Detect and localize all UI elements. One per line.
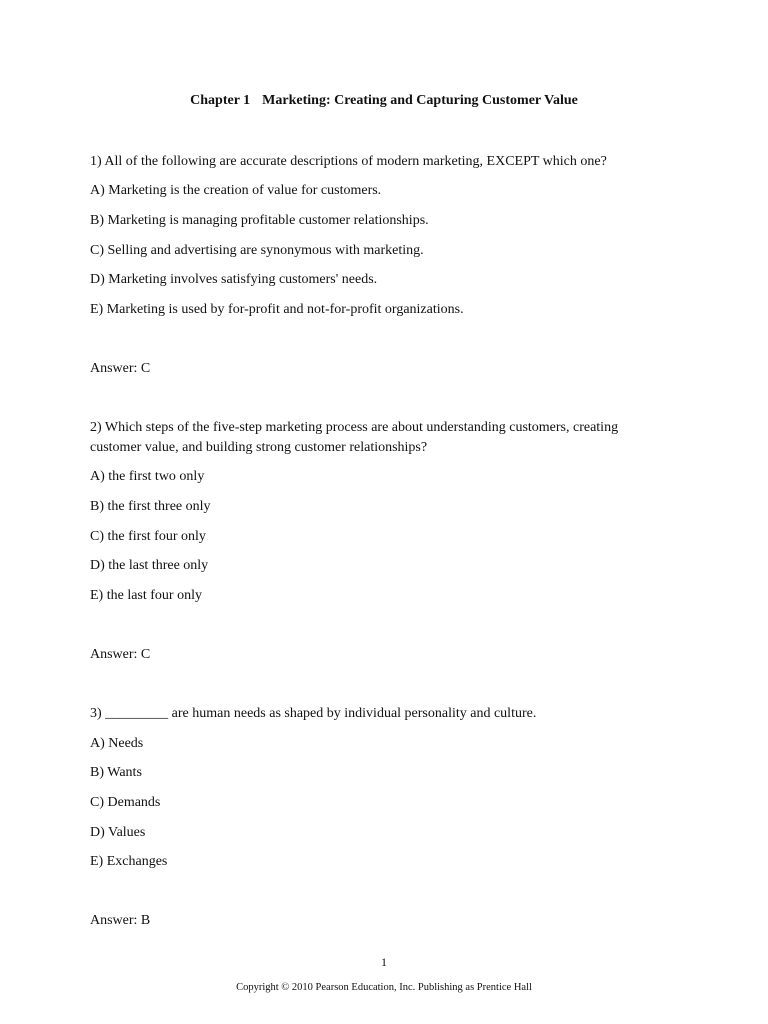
question-1-option-a: A) Marketing is the creation of value for customers.: [90, 183, 382, 198]
question-2-stem-line-2: customer value, and building strong customer relationships?: [90, 440, 428, 455]
question-2-option-a: A) the first two only: [90, 469, 205, 484]
question-2-option-e: E) the last four only: [90, 588, 202, 603]
question-1-option-c: C) Selling and advertising are synonymous with marketing.: [90, 243, 424, 258]
copyright-footer: Copyright © 2010 Pearson Education, Inc. Publishing as Prentice Hall: [236, 982, 532, 993]
chapter-title: Marketing: Creating and Capturing Customer Value: [262, 93, 578, 108]
question-3-option-e: E) Exchanges: [90, 854, 168, 869]
question-1-option-b: B) Marketing is managing profitable customer relationships.: [90, 213, 429, 228]
question-2-option-c: C) the first four only: [90, 529, 206, 544]
question-1-option-e: E) Marketing is used by for-profit and not-for-profit organizations.: [90, 302, 464, 317]
question-3-stem: 3) _________ are human needs as shaped by individual personality and culture.: [90, 706, 537, 721]
chapter-heading: [0, 93, 768, 109]
question-1-option-d: D) Marketing involves satisfying customers' needs.: [90, 272, 378, 287]
question-3-option-c: C) Demands: [90, 795, 161, 810]
page-number: 1: [381, 955, 387, 969]
question-3-answer: Answer: B: [90, 913, 151, 928]
question-2-answer: Answer: C: [90, 647, 151, 662]
question-1-stem: 1) All of the following are accurate descriptions of modern marketing, EXCEPT which one?: [90, 154, 607, 169]
question-1-answer: Answer: C: [90, 361, 151, 376]
question-2-option-d: D) the last three only: [90, 558, 209, 573]
question-3-option-b: B) Wants: [90, 765, 142, 780]
chapter-label: Chapter 1: [190, 93, 251, 108]
question-3-option-a: A) Needs: [90, 736, 144, 751]
question-2-stem-line-1: 2) Which steps of the five-step marketing process are about understanding customers, creating: [90, 420, 619, 435]
question-2-option-b: B) the first three only: [90, 499, 211, 514]
question-3-option-d: D) Values: [90, 825, 146, 840]
